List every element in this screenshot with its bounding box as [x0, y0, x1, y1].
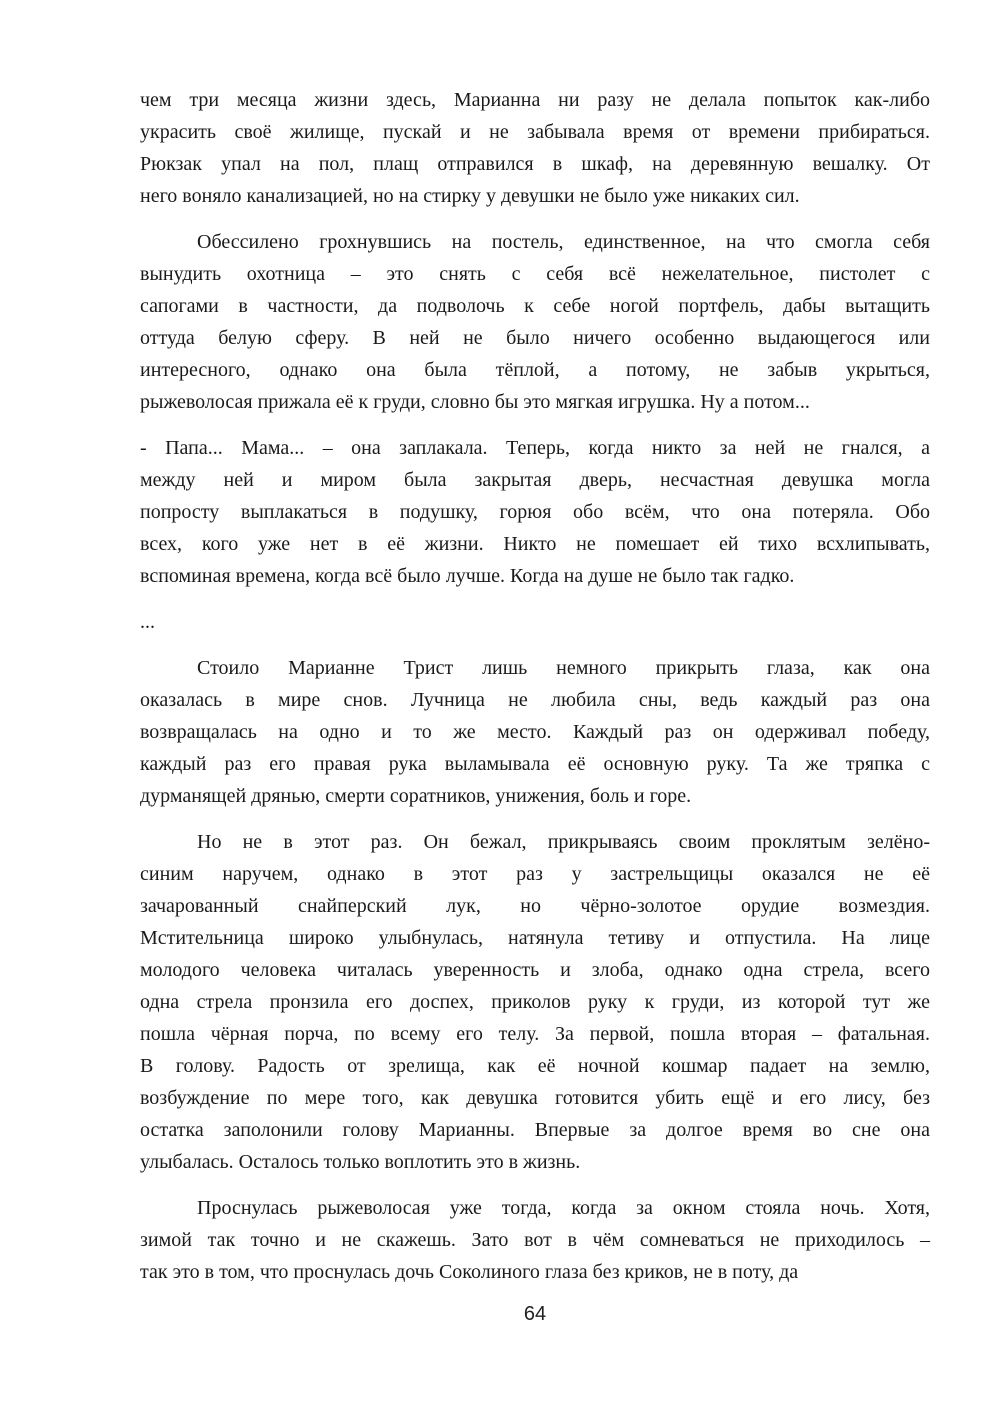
text-line: всех, кого уже нет в её жизни. Никто не помешает ей тихо всхлипывать,: [140, 533, 930, 555]
text-line: дурманящей дрянью, смерти соратников, унижения, боль и горе.: [140, 785, 692, 807]
text-line: оттуда белую сферу. В ней не было ничего особенно выдающегося или: [140, 327, 930, 349]
text-line: попросту выплакаться в подушку, горюя обо всём, что она потеряла. Обо: [140, 501, 930, 523]
text-line: него воняло канализацией, но на стирку у девушки не было уже никаких сил.: [140, 185, 800, 207]
text-line: улыбалась. Осталось только воплотить это в жизнь.: [140, 1151, 581, 1173]
text-line: пошла чёрная порча, по всему его телу. За первой, пошла вторая – фатальная.: [140, 1023, 930, 1045]
page-text: [140, 84, 930, 1288]
text-line: одна стрела пронзила его доспех, приколов руку к груди, из которой тут же: [140, 991, 930, 1013]
paragraph: [140, 606, 930, 638]
text-line: вынудить охотница – это снять с себя всё нежелательное, пистолет с: [140, 263, 930, 285]
paragraph: [140, 226, 930, 418]
text-line: чем три месяца жизни здесь, Марианна ни разу не делала попыток как-либо: [140, 89, 930, 111]
text-line: Проснулась рыжеволосая уже тогда, когда за окном стояла ночь. Хотя,: [197, 1197, 930, 1219]
text-line: зимой так точно и не скажешь. Зато вот в чём сомневаться не приходилось –: [140, 1229, 930, 1251]
text-line: Стоило Марианне Трист лишь немного прикрыть глаза, как она: [197, 657, 930, 679]
text-line: зачарованный снайперский лук, но чёрно-золотое орудие возмездия.: [140, 895, 930, 917]
text-line: украсить своё жилище, пускай и не забывала время от времени прибираться.: [140, 121, 930, 143]
text-line: остатка заполонили голову Марианны. Впервые за долгое время во сне она: [140, 1119, 930, 1141]
text-line: рыжеволосая прижала её к груди, словно бы это мягкая игрушка. Ну а потом...: [140, 391, 810, 413]
paragraph: [140, 432, 930, 592]
text-line: возвращалась на одно и то же место. Каждый раз он одерживал победу,: [140, 721, 930, 743]
text-line: возбуждение по мере того, как девушка готовится убить ещё и его лису, без: [140, 1087, 930, 1109]
text-line: интересного, однако она была тёплой, а потому, не забыв укрыться,: [140, 359, 930, 381]
text-line: Рюкзак упал на пол, плащ отправился в шкаф, на деревянную вешалку. От: [140, 153, 930, 175]
text-line: - Папа... Мама... – она заплакала. Теперь, когда никто за ней не гнался, а: [140, 437, 930, 459]
text-line: между ней и миром была закрытая дверь, несчастная девушка могла: [140, 469, 930, 491]
page-footer: [140, 1303, 930, 1326]
text-line: так это в том, что проснулась дочь Соколиного глаза без криков, не в поту, да: [140, 1261, 799, 1283]
paragraph: [140, 652, 930, 812]
paragraph: [140, 1192, 930, 1288]
text-line: Но не в этот раз. Он бежал, прикрываясь своим проклятым зелёно-: [197, 831, 930, 853]
text-line: каждый раз его правая рука выламывала её основную руку. Та же тряпка с: [140, 753, 930, 775]
paragraph: [140, 826, 930, 1178]
text-line: вспоминая времена, когда всё было лучше. Когда на душе не было так гадко.: [140, 565, 795, 587]
text-line: сапогами в частности, да подволочь к себе ногой портфель, дабы вытащить: [140, 295, 930, 317]
text-line: молодого человека читалась уверенность и злоба, однако одна стрела, всего: [140, 959, 930, 981]
paragraph: [140, 84, 930, 212]
text-line: Мстительница широко улыбнулась, натянула тетиву и отпустила. На лице: [140, 927, 930, 949]
text-line: синим наручем, однако в этот раз у застрельщицы оказался не её: [140, 863, 930, 885]
text-line: Обессилено грохнувшись на постель, единственное, на что смогла себя: [197, 231, 930, 253]
text-line: оказалась в мире снов. Лучница не любила сны, ведь каждый раз она: [140, 689, 930, 711]
page-number: 64: [523, 1303, 547, 1325]
text-line: ...: [140, 611, 155, 633]
text-line: В голову. Радость от зрелища, как её ночной кошмар падает на землю,: [140, 1055, 930, 1077]
